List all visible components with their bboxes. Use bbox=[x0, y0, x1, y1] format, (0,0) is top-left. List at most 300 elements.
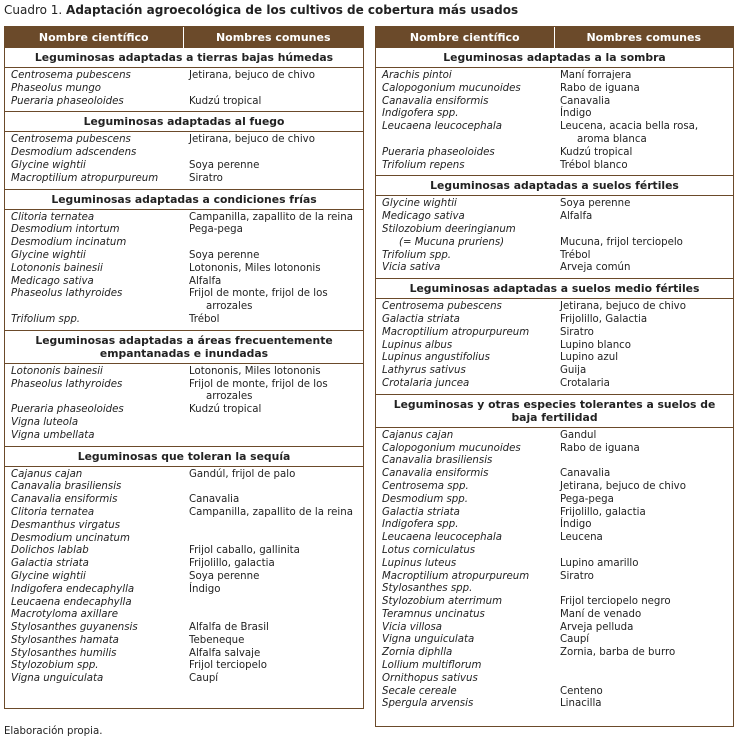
scientific-name: Galactia striata bbox=[11, 558, 89, 570]
scientific-name: Stilozobium deeringianum bbox=[382, 223, 516, 235]
table-row bbox=[376, 70, 733, 83]
common-names bbox=[554, 519, 733, 532]
scientific-name: Trifolium spp. bbox=[11, 313, 81, 325]
table-row bbox=[376, 673, 733, 686]
common-name-line: Jetirana, bejuco de chivo bbox=[189, 70, 315, 81]
common-name-line: Gandúl, frijol de palo bbox=[189, 468, 296, 480]
common-names bbox=[554, 96, 733, 109]
table-row bbox=[376, 634, 733, 647]
scientific-name: Vicia sativa bbox=[382, 262, 441, 274]
scientific-name: Glycine wightii bbox=[382, 198, 457, 210]
common-names bbox=[554, 160, 733, 173]
scientific-name: Vigna unguiculata bbox=[11, 673, 104, 685]
common-name-line: Mucuna, frijol terciopelo bbox=[560, 236, 683, 248]
common-name-line: Trébol bbox=[560, 249, 591, 261]
section-title: Leguminosas adaptadas a suelos medio fértiles bbox=[376, 279, 733, 299]
common-names bbox=[554, 430, 733, 443]
common-name-line: Campanilla, zapallito de la reina bbox=[189, 211, 353, 223]
scientific-name: Calopogonium mucunoides bbox=[382, 442, 521, 454]
scientific-name: Centrosema pubescens bbox=[382, 301, 502, 313]
scientific-name: Vigna unguiculata bbox=[382, 634, 475, 646]
table-row bbox=[5, 96, 363, 109]
scientific-name: Phaseolus mungo bbox=[11, 82, 102, 94]
common-names bbox=[554, 532, 733, 545]
section-title: Leguminosas adaptadas a la sombra bbox=[376, 48, 733, 68]
scientific-name: Centrosema pubescens bbox=[11, 70, 131, 81]
common-names bbox=[554, 468, 733, 481]
scientific-name: Stylosanthes guyanensis bbox=[11, 622, 138, 634]
common-name-line: Campanilla, zapallito de la reina bbox=[189, 506, 353, 518]
scientific-name: Phaseolus lathyroides bbox=[11, 378, 123, 390]
common-names bbox=[554, 211, 733, 224]
section-title: Leguminosas y otras especies tolerantes a suelos de baja fertilidad bbox=[376, 395, 733, 428]
common-name-line: Lupino azul bbox=[560, 352, 619, 364]
common-name-line: Rabo de iguana bbox=[560, 82, 640, 94]
scientific-name: Vicia villosa bbox=[382, 621, 443, 633]
scientific-name: Zornia diphlla bbox=[382, 647, 453, 659]
scientific-name: Canavalia ensiformis bbox=[11, 494, 118, 506]
table-row bbox=[5, 250, 363, 263]
table-row bbox=[5, 545, 363, 558]
common-name-line: arrozales bbox=[206, 391, 253, 403]
common-names bbox=[183, 571, 363, 584]
common-name-line: arrozales bbox=[206, 301, 253, 313]
common-names bbox=[554, 237, 733, 250]
table-row bbox=[376, 660, 733, 673]
table-section bbox=[5, 330, 363, 446]
section-title: Leguminosas adaptadas a áreas frecuentemente empantanadas e inundadas bbox=[5, 331, 363, 364]
common-names bbox=[554, 622, 733, 635]
section-rows bbox=[376, 68, 733, 175]
table-row bbox=[376, 237, 733, 250]
section-title: Leguminosas adaptadas a suelos fértiles bbox=[376, 176, 733, 196]
scientific-name: Macroptilium atropurpureum bbox=[11, 172, 159, 184]
table-row bbox=[5, 173, 363, 186]
common-name-line: Canavalia bbox=[560, 468, 611, 480]
table-section bbox=[376, 394, 733, 715]
common-name-line: Soya perenne bbox=[189, 249, 260, 261]
table-row bbox=[5, 469, 363, 482]
common-name-line: Lotononis, Miles lotononis bbox=[189, 365, 321, 377]
common-name-line: Trébol blanco bbox=[560, 159, 628, 171]
common-names bbox=[183, 494, 363, 507]
table-row bbox=[376, 83, 733, 96]
scientific-name: Pueraria phaseoloides bbox=[11, 95, 124, 107]
common-names bbox=[554, 352, 733, 365]
scientific-name: Stylosanthes spp. bbox=[382, 583, 473, 595]
scientific-name: Calopogonium mucunoides bbox=[382, 82, 521, 94]
common-names bbox=[183, 212, 363, 225]
common-names bbox=[183, 597, 363, 610]
common-names bbox=[183, 648, 363, 661]
common-name-line: Lupino blanco bbox=[560, 339, 632, 351]
table-caption bbox=[4, 3, 518, 17]
common-name-line: Guija bbox=[560, 365, 587, 377]
scientific-name: Desmodium adscendens bbox=[11, 147, 137, 159]
common-names bbox=[554, 647, 733, 660]
table-row bbox=[376, 686, 733, 699]
common-name-line: Kudzú tropical bbox=[189, 95, 262, 107]
common-names bbox=[554, 660, 733, 673]
common-names bbox=[554, 698, 733, 711]
scientific-name: Lupinus albus bbox=[382, 339, 453, 351]
section-title: Leguminosas adaptadas al fuego bbox=[5, 112, 363, 132]
table-row bbox=[376, 96, 733, 109]
table-row bbox=[5, 481, 363, 494]
common-name-line: Rabo de iguana bbox=[560, 442, 640, 454]
table-row bbox=[376, 596, 733, 609]
common-name-line: Alfalfa de Brasil bbox=[189, 622, 269, 634]
scientific-name: Desmodium intortum bbox=[11, 224, 120, 236]
table-row bbox=[5, 134, 363, 147]
section-title: Leguminosas que toleran la sequía bbox=[5, 447, 363, 467]
table-section bbox=[376, 278, 733, 394]
scientific-name: Lupinus luteus bbox=[382, 557, 457, 569]
common-name-line: Jetirana, bejuco de chivo bbox=[560, 480, 686, 492]
scientific-name: Stylozobium spp. bbox=[11, 660, 99, 672]
header-common-names: Nombres comunes bbox=[215, 31, 331, 44]
scientific-name: Secale cereale bbox=[382, 685, 457, 697]
scientific-name: Trifolium repens bbox=[382, 159, 465, 171]
common-name-line: aroma blanca bbox=[577, 133, 647, 145]
table-header bbox=[376, 27, 733, 48]
common-names bbox=[183, 288, 363, 314]
common-names bbox=[554, 545, 733, 558]
common-name-line: Leucena bbox=[560, 532, 603, 544]
table-row bbox=[376, 352, 733, 365]
table-row bbox=[376, 378, 733, 391]
common-names bbox=[183, 366, 363, 379]
common-names bbox=[183, 173, 363, 186]
scientific-name: Phaseolus lathyroides bbox=[11, 288, 123, 300]
table-section bbox=[376, 48, 733, 175]
scientific-name: Macrotyloma axillare bbox=[11, 609, 119, 621]
table-row bbox=[376, 494, 733, 507]
scientific-name: Crotalaria juncea bbox=[382, 377, 470, 389]
common-names bbox=[183, 558, 363, 571]
common-name-line: Caupí bbox=[560, 634, 590, 646]
left-table-body bbox=[5, 48, 363, 689]
common-name-line: Jetirana, bejuco de chivo bbox=[189, 134, 315, 146]
section-rows bbox=[376, 196, 733, 278]
table-row bbox=[376, 481, 733, 494]
common-names bbox=[554, 558, 733, 571]
common-name-line: Linacilla bbox=[560, 698, 602, 710]
scientific-name: Macroptilium atropurpureum bbox=[382, 570, 530, 582]
table-row bbox=[376, 327, 733, 340]
table-row bbox=[376, 571, 733, 584]
scientific-name: Glycine wightii bbox=[11, 249, 86, 261]
table-row bbox=[376, 211, 733, 224]
section-rows bbox=[5, 364, 363, 446]
scientific-name: Stylozobium aterrimum bbox=[382, 596, 503, 608]
footnote: Elaboración propia. bbox=[4, 726, 103, 737]
table-row bbox=[376, 147, 733, 160]
common-names bbox=[183, 96, 363, 109]
caption-text: Adaptación agroecológica de los cultivos de cobertura más usados bbox=[66, 3, 519, 17]
table-row bbox=[5, 520, 363, 533]
table-row bbox=[376, 262, 733, 275]
table-row bbox=[376, 160, 733, 173]
table-row bbox=[376, 609, 733, 622]
table-row bbox=[5, 597, 363, 610]
scientific-name: Lollium multiflorum bbox=[382, 660, 482, 672]
scientific-name: Leucaena leucocephala bbox=[382, 532, 502, 544]
scientific-name: Stylosanthes hamata bbox=[11, 634, 119, 646]
table-row bbox=[376, 301, 733, 314]
table-row bbox=[5, 609, 363, 622]
table-row bbox=[376, 250, 733, 263]
header-common-names: Nombres comunes bbox=[586, 31, 702, 44]
table-row bbox=[376, 545, 733, 558]
common-names bbox=[183, 147, 363, 160]
scientific-name: Medicago sativa bbox=[11, 275, 94, 287]
common-names bbox=[554, 121, 733, 147]
common-names bbox=[183, 417, 363, 430]
common-names bbox=[183, 520, 363, 533]
section-rows bbox=[376, 428, 733, 715]
scientific-name: Vigna umbellata bbox=[11, 429, 95, 441]
common-names bbox=[554, 224, 733, 237]
common-name-line: Frijol terciopelo negro bbox=[560, 596, 671, 608]
table-row bbox=[376, 365, 733, 378]
table-row bbox=[376, 507, 733, 520]
common-name-line: Canavalia bbox=[189, 494, 240, 506]
common-name-line: Índigo bbox=[560, 519, 592, 531]
table-row bbox=[5, 622, 363, 635]
common-names bbox=[554, 83, 733, 96]
common-name-line: Centeno bbox=[560, 685, 603, 697]
scientific-name: Canavalia ensiformis bbox=[382, 468, 489, 480]
table-row bbox=[5, 314, 363, 327]
common-name-line: Índigo bbox=[560, 108, 592, 120]
table-row bbox=[376, 519, 733, 532]
table-row bbox=[5, 558, 363, 571]
common-names bbox=[554, 571, 733, 584]
common-names bbox=[183, 430, 363, 443]
common-names bbox=[554, 443, 733, 456]
common-names bbox=[554, 314, 733, 327]
common-name-line: Alfalfa bbox=[560, 211, 593, 223]
table-row bbox=[5, 417, 363, 430]
table-row bbox=[5, 494, 363, 507]
table-row bbox=[5, 366, 363, 379]
table-row bbox=[376, 583, 733, 596]
table-section bbox=[5, 189, 363, 330]
common-names bbox=[554, 673, 733, 686]
common-names bbox=[183, 263, 363, 276]
table-row bbox=[5, 635, 363, 648]
common-names bbox=[183, 481, 363, 494]
scientific-name: Indigofera spp. bbox=[382, 108, 459, 120]
table-row bbox=[5, 584, 363, 597]
table-row bbox=[5, 70, 363, 83]
common-name-line: Kudzú tropical bbox=[189, 404, 262, 416]
common-names bbox=[183, 237, 363, 250]
common-name-line: Jetirana, bejuco de chivo bbox=[560, 301, 686, 313]
common-names bbox=[554, 507, 733, 520]
common-names bbox=[554, 609, 733, 622]
table-row bbox=[376, 532, 733, 545]
scientific-name: Desmodium spp. bbox=[382, 493, 468, 505]
common-name-line: Caupí bbox=[189, 673, 219, 685]
table-row bbox=[376, 108, 733, 121]
table-row bbox=[376, 622, 733, 635]
common-names bbox=[554, 262, 733, 275]
common-names bbox=[183, 83, 363, 96]
scientific-name: Spergula arvensis bbox=[382, 698, 474, 710]
common-names bbox=[183, 584, 363, 597]
common-names bbox=[183, 635, 363, 648]
common-name-line: Alfalfa salvaje bbox=[189, 647, 261, 659]
common-name-line: Maní forrajera bbox=[560, 70, 632, 81]
table-row bbox=[376, 224, 733, 237]
table-row bbox=[5, 571, 363, 584]
table-row bbox=[5, 648, 363, 661]
common-name-line: Arveja pelluda bbox=[560, 621, 634, 633]
common-names bbox=[554, 301, 733, 314]
table-row bbox=[376, 698, 733, 711]
table-row bbox=[376, 647, 733, 660]
table-row bbox=[5, 160, 363, 173]
common-names bbox=[183, 469, 363, 482]
common-names bbox=[554, 147, 733, 160]
common-names bbox=[554, 583, 733, 596]
common-names bbox=[183, 70, 363, 83]
table-row bbox=[376, 455, 733, 468]
section-rows bbox=[376, 299, 733, 394]
common-names bbox=[183, 660, 363, 673]
scientific-name: Medicago sativa bbox=[382, 211, 465, 223]
common-names bbox=[554, 250, 733, 263]
common-name-line: Trébol bbox=[189, 313, 220, 325]
common-names bbox=[183, 224, 363, 237]
common-name-line: Canavalia bbox=[560, 95, 611, 107]
table-section bbox=[5, 48, 363, 111]
common-name-line: Frijol caballo, gallinita bbox=[189, 545, 300, 557]
common-name-line: Soya perenne bbox=[560, 198, 631, 210]
table-header bbox=[5, 27, 363, 48]
common-name-line: Soya perenne bbox=[189, 159, 260, 171]
table-row bbox=[5, 430, 363, 443]
table-row bbox=[5, 147, 363, 160]
scientific-name: Canavalia ensiformis bbox=[382, 95, 489, 107]
table-row bbox=[5, 276, 363, 289]
common-names bbox=[554, 378, 733, 391]
common-names bbox=[554, 481, 733, 494]
scientific-name: Clitoria ternatea bbox=[11, 211, 95, 223]
scientific-name: Indigofera endecaphylla bbox=[11, 583, 135, 595]
common-name-line: Gandul bbox=[560, 429, 597, 441]
scientific-name: Centrosema pubescens bbox=[11, 134, 131, 146]
common-names bbox=[554, 70, 733, 83]
common-name-line: Frijolillo, galactia bbox=[189, 558, 275, 570]
common-names bbox=[554, 108, 733, 121]
common-name-line: Frijol de monte, frijol de los bbox=[189, 288, 328, 300]
scientific-name: Leucaena endecaphylla bbox=[11, 596, 132, 608]
scientific-name: Teramnus uncinatus bbox=[382, 608, 485, 620]
scientific-name: Galactia striata bbox=[382, 313, 460, 325]
common-names bbox=[554, 327, 733, 340]
table-row bbox=[5, 83, 363, 96]
scientific-name: (= Mucuna pruriens) bbox=[399, 236, 505, 248]
table-row bbox=[5, 212, 363, 225]
table-row bbox=[5, 288, 363, 314]
table-row bbox=[376, 314, 733, 327]
common-names bbox=[554, 494, 733, 507]
table-row bbox=[376, 443, 733, 456]
scientific-name: Desmanthus virgatus bbox=[11, 519, 121, 531]
scientific-name: Lathyrus sativus bbox=[382, 365, 466, 377]
header-scientific-name: Nombre científico bbox=[376, 27, 555, 48]
common-name-line: Maní de venado bbox=[560, 608, 642, 620]
scientific-name: Pueraria phaseoloides bbox=[11, 404, 124, 416]
scientific-name: Lupinus angustifolius bbox=[382, 352, 490, 364]
scientific-name: Centrosema spp. bbox=[382, 480, 469, 492]
common-name-line: Zornia, barba de burro bbox=[560, 647, 676, 659]
header-scientific-name: Nombre científico bbox=[5, 27, 184, 48]
scientific-name: Trifolium spp. bbox=[382, 249, 452, 261]
common-name-line: Lotononis, Miles lotononis bbox=[189, 262, 321, 274]
common-name-line: Leucena, acacia bella rosa, bbox=[560, 121, 699, 133]
common-name-line: Siratro bbox=[560, 326, 594, 338]
common-names bbox=[554, 455, 733, 468]
common-name-line: Crotalaria bbox=[560, 377, 610, 389]
common-names bbox=[183, 622, 363, 635]
scientific-name: Indigofera spp. bbox=[382, 519, 459, 531]
table-row bbox=[5, 533, 363, 546]
table-row bbox=[5, 379, 363, 405]
scientific-name: Macroptilium atropurpureum bbox=[382, 326, 530, 338]
right-table bbox=[375, 26, 734, 727]
scientific-name: Glycine wightii bbox=[11, 159, 86, 171]
section-title: Leguminosas adaptadas a condiciones frías bbox=[5, 190, 363, 210]
common-names bbox=[183, 276, 363, 289]
common-names bbox=[554, 340, 733, 353]
table-row bbox=[376, 121, 733, 147]
table-row bbox=[5, 224, 363, 237]
scientific-name: Vigna luteola bbox=[11, 416, 79, 428]
common-names bbox=[183, 250, 363, 263]
common-names bbox=[554, 198, 733, 211]
left-table bbox=[4, 26, 364, 709]
table-row bbox=[5, 404, 363, 417]
common-name-line: Siratro bbox=[560, 570, 594, 582]
common-name-line: Soya perenne bbox=[189, 570, 260, 582]
common-names bbox=[554, 365, 733, 378]
scientific-name: Cajanus cajan bbox=[382, 429, 454, 441]
table-row bbox=[5, 507, 363, 520]
common-names bbox=[183, 379, 363, 405]
scientific-name: Clitoria ternatea bbox=[11, 506, 95, 518]
common-name-line: Pega-pega bbox=[560, 493, 614, 505]
scientific-name: Pueraria phaseoloides bbox=[382, 146, 495, 158]
common-name-line: Frijolillo, Galactia bbox=[560, 313, 648, 325]
common-name-line: Frijolillo, galactia bbox=[560, 506, 646, 518]
table-row bbox=[376, 468, 733, 481]
section-title: Leguminosas adaptadas a tierras bajas húmedas bbox=[5, 48, 363, 68]
table-row bbox=[376, 198, 733, 211]
scientific-name: Glycine wightii bbox=[11, 570, 86, 582]
scientific-name: Desmodium incinatum bbox=[11, 237, 127, 249]
common-names bbox=[183, 134, 363, 147]
table-section bbox=[5, 111, 363, 188]
caption-prefix: Cuadro 1. bbox=[4, 3, 67, 17]
scientific-name: Desmodium uncinatum bbox=[11, 532, 130, 544]
table-row bbox=[5, 673, 363, 686]
scientific-name: Ornithopus sativus bbox=[382, 672, 478, 684]
common-names bbox=[183, 404, 363, 417]
